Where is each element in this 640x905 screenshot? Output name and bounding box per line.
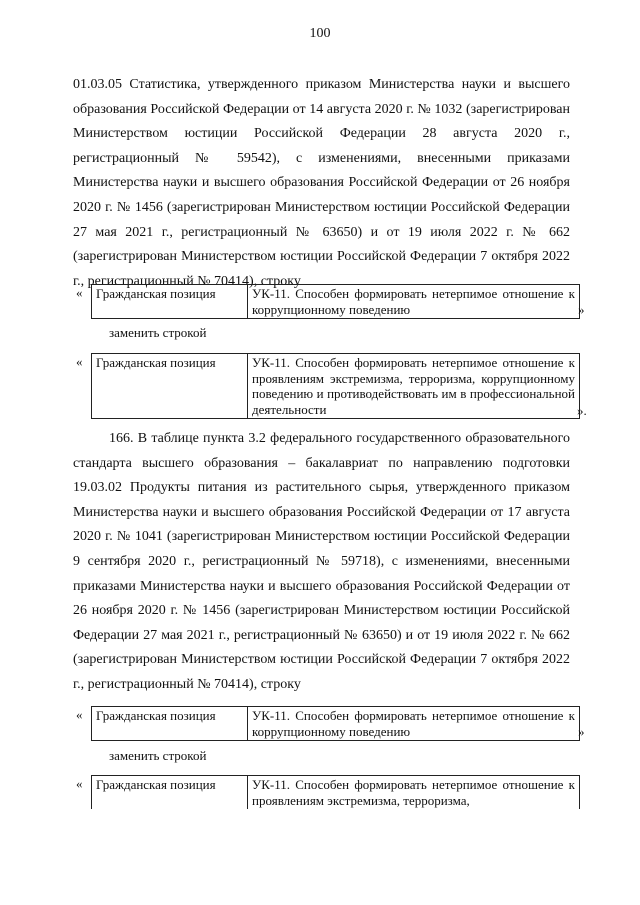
replace-label-2: заменить строкой (109, 748, 207, 763)
close-quote: ». (577, 403, 587, 418)
competency-category: Гражданская позиция (92, 354, 248, 418)
table-cells (91, 284, 580, 319)
competency-description: УК-11. Способен формировать нетерпимое отношение к проявлениям экстремизма, терроризма, (252, 777, 575, 808)
competency-category: Гражданская позиция (92, 285, 248, 318)
table-cells (91, 706, 580, 741)
paragraph-2: 166. В таблице пункта 3.2 федерального государственного образовательного стандарта высшего образования – бакалавриат по направлению подготовки 19.03.02 Продукты питания из растительного сырья, утвержденного приказом Министерства науки и высшего образования Российской Федерации от 17 августа 2020 г. № 1041 (зарегистрирован Министерством юстиции Российской Федерации 9 сентября 2020 г., регистрационный № 59718), с изменениями, внесенными приказами Министерства науки и высшего образования Российской Федерации от 26 ноября 2020 г. № 1456 (зарегистрирован Министерством юстиции Российской Федерации 27 мая 2021 г., регистрационный № 63650) и от 19 июля 2022 г. № 662 (зарегистрирован Министерством юстиции Российской Федерации 7 октября 2022 г., регистрационный № 70414), строку (73, 431, 570, 692)
competency-description: УК-11. Способен формировать нетерпимое отношение к коррупционному поведению (252, 286, 575, 317)
open-quote: « (76, 354, 83, 369)
close-quote: » (578, 302, 585, 317)
open-quote: « (76, 776, 83, 791)
close-quote: » (578, 724, 585, 739)
open-quote: « (76, 707, 83, 722)
competency-category: Гражданская позиция (92, 707, 248, 740)
competency-category: Гражданская позиция (92, 776, 248, 809)
table-cells (91, 775, 580, 809)
competency-description: УК-11. Способен формировать нетерпимое отношение к проявлениям экстремизма, терроризма, коррупционному поведению и противодействовать им в профессиональной деятельности (252, 355, 575, 417)
page-number: 100 (309, 26, 331, 41)
table-cells (91, 353, 580, 419)
paragraph-1: 01.03.05 Статистика, утвержденного приказом Министерства науки и высшего образования Российской Федерации от 14 августа 2020 г. № 1032 (зарегистрирован Министерством юстиции Российской Федерации 28 августа 2020 г., регистрационный № 59542), с изменениями, внесенными приказами Министерства науки и высшего образования Российской Федерации от 26 ноября 2020 г. № 1456 (зарегистрирован Министерством юстиции Российской Федерации 27 мая 2021 г., регистрационный № 63650) и от 19 июля 2022 г. № 662 (зарегистрирован Министерством юстиции Российской Федерации 7 октября 2022 г., регистрационный № 70414), строку (73, 77, 570, 289)
replace-label-1: заменить строкой (109, 325, 207, 340)
competency-description: УК-11. Способен формировать нетерпимое отношение к коррупционному поведению (252, 708, 575, 739)
open-quote: « (76, 285, 83, 300)
